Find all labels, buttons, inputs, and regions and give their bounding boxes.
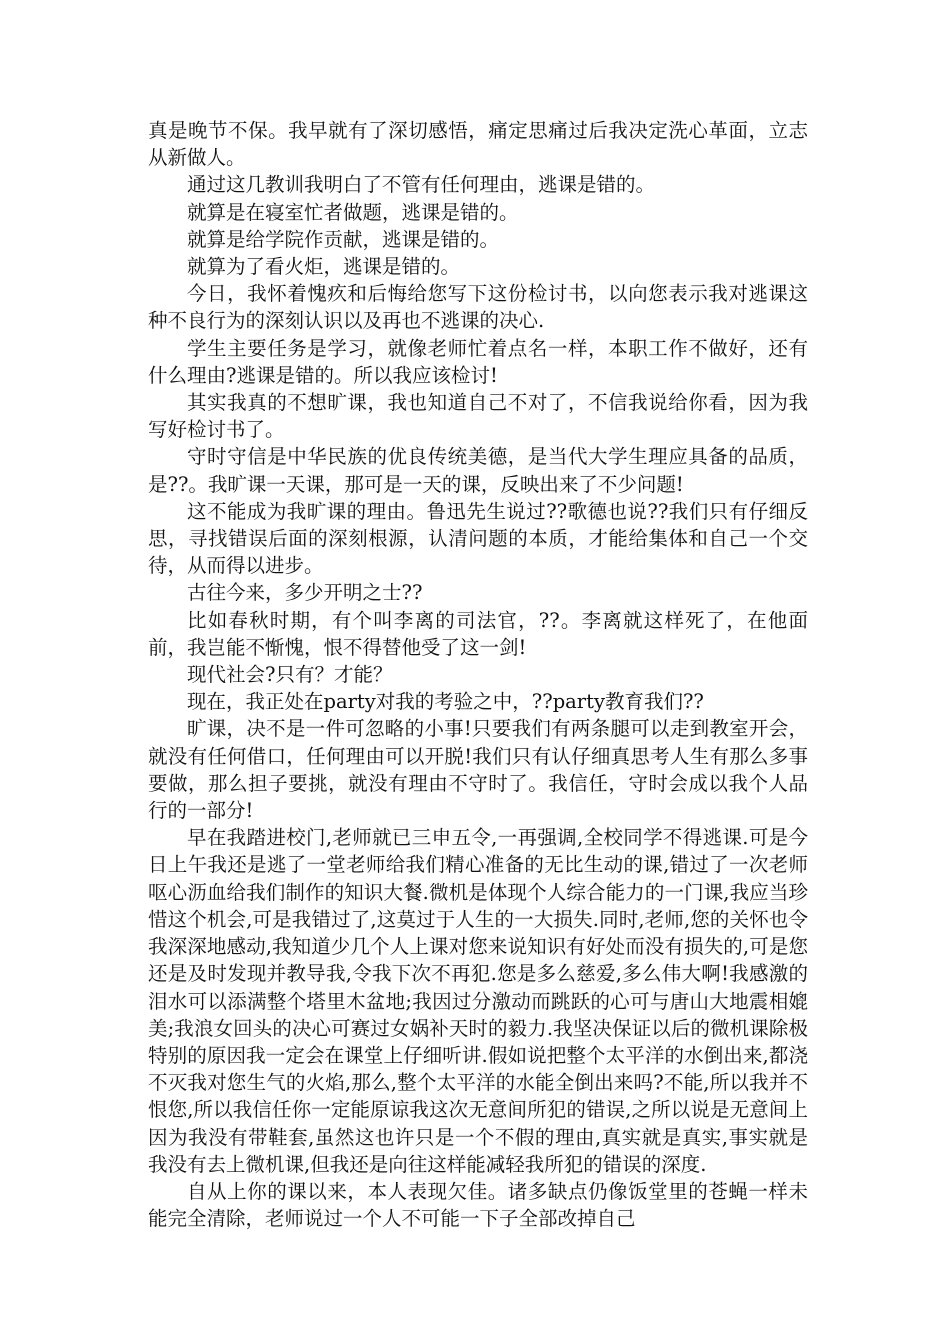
- paragraph: 自从上你的课以来，本人表现欠佳。诸多缺点仍像饭堂里的苍蝇一样未能完全清除，老师说过一个人不可能一下子全部改掉自己: [148, 1179, 808, 1231]
- paragraph: 守时守信是中华民族的优良传统美德，是当代大学生理应具备的品质，是??。我旷课一天课，那可是一天的课，反映出来了不少问题!: [148, 445, 808, 496]
- paragraph: 真是晚节不保。我早就有了深切感悟，痛定思痛过后我决定洗心革面，立志从新做人。: [148, 119, 808, 170]
- paragraph: 古往今来，多少开明之士??: [187, 581, 423, 605]
- document-body: [148, 117, 808, 1232]
- paragraph: 比如春秋时期，有个叫李离的司法官，??。李离就这样死了，在他面前，我岂能不惭愧，恨不得替他受了这一剑!: [148, 608, 808, 659]
- paragraph: 就算是在寝室忙者做题，逃课是错的。: [187, 200, 519, 224]
- paragraph: 通过这几教训我明白了不管有任何理由，逃课是错的。: [187, 173, 656, 197]
- paragraph: 现在，我正处在party对我的考验之中，??party教育我们??: [187, 690, 704, 714]
- paragraph: 就算是给学院作贡献，逃课是错的。: [187, 227, 500, 251]
- paragraph: 今日，我怀着愧疚和后悔给您写下这份检讨书，以向您表示我对逃课这种不良行为的深刻认识以及再也不逃课的决心.: [148, 282, 808, 333]
- paragraph: 其实我真的不想旷课，我也知道自己不对了，不信我说给你看，因为我写好检讨书了。: [148, 391, 808, 442]
- paragraph: 这不能成为我旷课的理由。鲁迅先生说过??歌德也说??我们只有仔细反思，寻找错误后面的深刻根源，认清问题的本质，才能给集体和自己一个交待，从而得以进步。: [148, 499, 808, 578]
- paragraph: 现代社会?只有？才能？: [187, 663, 393, 687]
- paragraph: 就算为了看火炬，逃课是错的。: [187, 255, 461, 279]
- paragraph: 旷课，决不是一件可忽略的小事!只要我们有两条腿可以走到教室开会，就没有任何借口，任何理由可以开脱!我们只有认仔细真思考人生有那么多事要做，那么担子要挑，就没有理由不守时了。我信任，守时会成以我个人品行的一部分!: [148, 717, 808, 823]
- paragraph: 学生主要任务是学习，就像老师忙着点名一样，本职工作不做好，还有什么理由?逃课是错的。所以我应该检讨!: [148, 336, 808, 387]
- paragraph: 早在我踏进校门,老师就已三申五令,一再强调,全校同学不得逃课.可是今日上午我还是逃了一堂老师给我们精心准备的无比生动的课,错过了一次老师呕心沥血给我们制作的知识大餐.微机是体现个人综合能力的一门课,我应当珍惜这个机会,可是我错过了,这莫过于人生的一大损失.同时,老师,您的关怀也令我深深地感动,我知道少几个人上课对您来说知识有好处而没有损失的,可是您还是及时发现并教导我,令我下次不再犯.您是多么慈爱,多么伟大啊!我感激的泪水可以添满整个塔里木盆地;我因过分激动而跳跃的心可与唐山大地震相媲美;我浪女回头的决心可赛过女娲补天时的毅力.我坚决保证以后的微机课除极特别的原因我一定会在课堂上仔细听讲.假如说把整个太平洋的水倒出来,都浇不灭我对您生气的火焰,那么,整个太平洋的水能全倒出来吗?不能,所以我并不恨您,所以我信任你一定能原谅我这次无意间所犯的错误,之所以说是无意间上因为我没有带鞋套,虽然这也许只是一个不假的理由,真实就是真实,事实就是我没有去上微机课,但我还是向往这样能减轻我所犯的错误的深度.: [148, 826, 808, 1176]
